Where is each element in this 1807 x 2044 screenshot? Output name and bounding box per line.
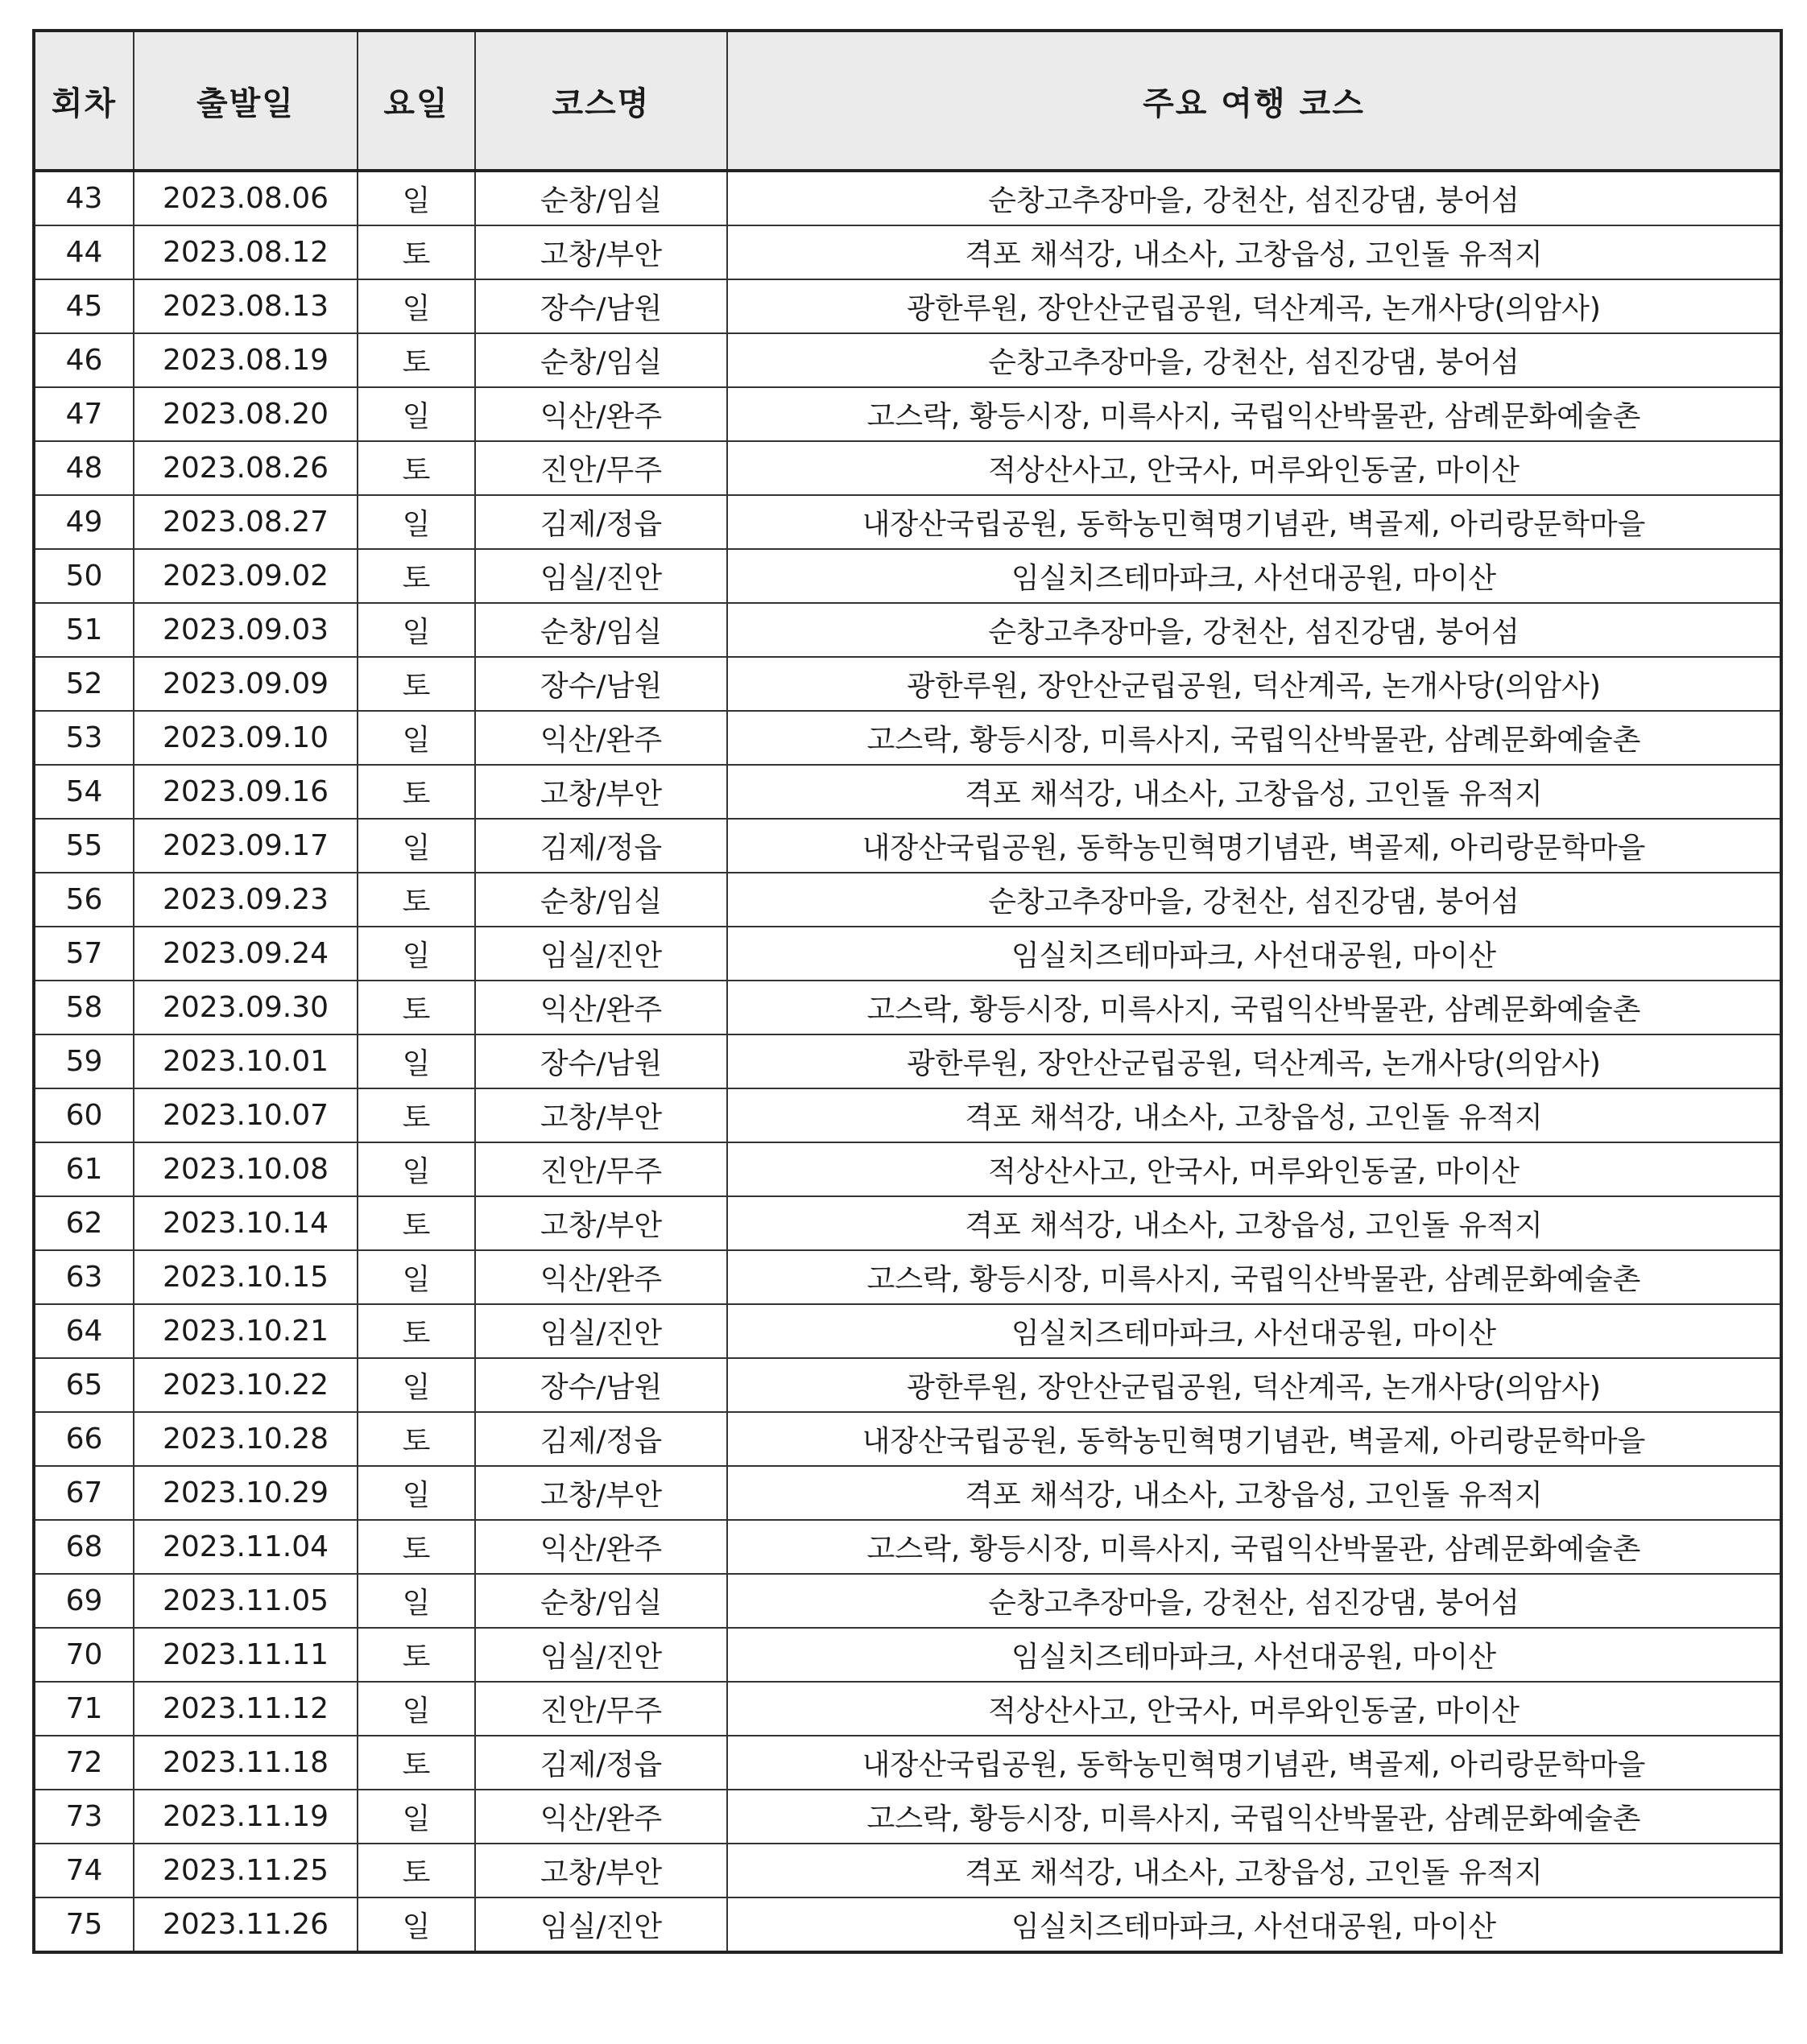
departure-date-cell: 2023.09.10: [134, 711, 358, 765]
table-row: [34, 1736, 1781, 1790]
weekday-cell: 토: [358, 765, 475, 819]
course-name-cell: 고창/부안: [475, 765, 727, 819]
table-row: [34, 765, 1781, 819]
schedule-table: [32, 29, 1783, 1954]
round-cell: 47: [34, 387, 134, 441]
table-row: [34, 441, 1781, 495]
round-cell: 55: [34, 819, 134, 873]
table-row: [34, 387, 1781, 441]
weekday-cell: 토: [358, 1628, 475, 1682]
table-row: [34, 1520, 1781, 1574]
main-route-cell: 격포 채석강, 내소사, 고창읍성, 고인돌 유적지: [727, 1844, 1781, 1897]
course-name-cell: 고창/부안: [475, 1466, 727, 1520]
table-row: [34, 171, 1781, 225]
table-row: [34, 927, 1781, 981]
table-row: [34, 873, 1781, 927]
course-name-cell: 장수/남원: [475, 279, 727, 333]
departure-date-cell: 2023.10.15: [134, 1250, 358, 1304]
round-cell: 72: [34, 1736, 134, 1790]
course-name-cell: 진안/무주: [475, 1142, 727, 1196]
main-route-cell: 광한루원, 장안산군립공원, 덕산계곡, 논개사당(의암사): [727, 1034, 1781, 1088]
round-cell: 46: [34, 333, 134, 387]
departure-date-cell: 2023.11.25: [134, 1844, 358, 1897]
course-name-cell: 순창/임실: [475, 603, 727, 657]
departure-date-cell: 2023.09.30: [134, 981, 358, 1034]
round-cell: 44: [34, 225, 134, 279]
table-row: [34, 1250, 1781, 1304]
course-name-cell: 고창/부안: [475, 1196, 727, 1250]
round-cell: 74: [34, 1844, 134, 1897]
departure-date-cell: 2023.11.19: [134, 1790, 358, 1844]
round-cell: 48: [34, 441, 134, 495]
departure-date-cell: 2023.09.09: [134, 657, 358, 711]
round-cell: 69: [34, 1574, 134, 1628]
weekday-cell: 일: [358, 711, 475, 765]
main-route-cell: 격포 채석강, 내소사, 고창읍성, 고인돌 유적지: [727, 225, 1781, 279]
departure-date-cell: 2023.08.13: [134, 279, 358, 333]
round-cell: 59: [34, 1034, 134, 1088]
weekday-cell: 일: [358, 1682, 475, 1736]
table-row: [34, 1897, 1781, 1952]
course-name-cell: 장수/남원: [475, 657, 727, 711]
round-cell: 68: [34, 1520, 134, 1574]
main-route-cell: 순창고추장마을, 강천산, 섬진강댐, 붕어섬: [727, 333, 1781, 387]
weekday-cell: 토: [358, 1088, 475, 1142]
main-route-cell: 임실치즈테마파크, 사선대공원, 마이산: [727, 1897, 1781, 1952]
course-name-cell: 익산/완주: [475, 1520, 727, 1574]
departure-date-cell: 2023.08.26: [134, 441, 358, 495]
weekday-cell: 토: [358, 333, 475, 387]
main-route-cell: 순창고추장마을, 강천산, 섬진강댐, 붕어섬: [727, 603, 1781, 657]
main-route-cell: 고스락, 황등시장, 미륵사지, 국립익산박물관, 삼례문화예술촌: [727, 1250, 1781, 1304]
round-cell: 57: [34, 927, 134, 981]
main-route-cell: 고스락, 황등시장, 미륵사지, 국립익산박물관, 삼례문화예술촌: [727, 1520, 1781, 1574]
schedule-body: [34, 171, 1781, 1952]
departure-date-cell: 2023.11.12: [134, 1682, 358, 1736]
round-cell: 67: [34, 1466, 134, 1520]
weekday-cell: 토: [358, 981, 475, 1034]
weekday-cell: 일: [358, 1574, 475, 1628]
main-route-cell: 내장산국립공원, 동학농민혁명기념관, 벽골제, 아리랑문학마을: [727, 819, 1781, 873]
departure-date-cell: 2023.10.01: [134, 1034, 358, 1088]
course-name-cell: 고창/부안: [475, 1088, 727, 1142]
main-route-cell: 광한루원, 장안산군립공원, 덕산계곡, 논개사당(의암사): [727, 657, 1781, 711]
round-cell: 53: [34, 711, 134, 765]
course-name-cell: 순창/임실: [475, 171, 727, 225]
table-row: [34, 1682, 1781, 1736]
table-row: [34, 1358, 1781, 1412]
main-route-cell: 내장산국립공원, 동학농민혁명기념관, 벽골제, 아리랑문학마을: [727, 495, 1781, 549]
course-name-cell: 고창/부안: [475, 225, 727, 279]
weekday-cell: 일: [358, 1250, 475, 1304]
main-route-cell: 임실치즈테마파크, 사선대공원, 마이산: [727, 549, 1781, 603]
weekday-cell: 일: [358, 603, 475, 657]
table-row: [34, 981, 1781, 1034]
departure-date-cell: 2023.10.22: [134, 1358, 358, 1412]
round-cell: 54: [34, 765, 134, 819]
round-cell: 60: [34, 1088, 134, 1142]
weekday-cell: 일: [358, 279, 475, 333]
round-cell: 66: [34, 1412, 134, 1466]
course-name-cell: 임실/진안: [475, 927, 727, 981]
departure-date-cell: 2023.08.20: [134, 387, 358, 441]
table-row: [34, 279, 1781, 333]
course-name-cell: 김제/정읍: [475, 495, 727, 549]
table-row: [34, 1088, 1781, 1142]
course-name-cell: 장수/남원: [475, 1358, 727, 1412]
weekday-cell: 토: [358, 1736, 475, 1790]
main-route-cell: 광한루원, 장안산군립공원, 덕산계곡, 논개사당(의암사): [727, 1358, 1781, 1412]
departure-date-cell: 2023.11.04: [134, 1520, 358, 1574]
round-cell: 75: [34, 1897, 134, 1952]
course-name-cell: 진안/무주: [475, 1682, 727, 1736]
main-route-cell: 임실치즈테마파크, 사선대공원, 마이산: [727, 1628, 1781, 1682]
round-cell: 52: [34, 657, 134, 711]
weekday-cell: 일: [358, 387, 475, 441]
weekday-cell: 토: [358, 657, 475, 711]
course-name-cell: 장수/남원: [475, 1034, 727, 1088]
round-cell: 61: [34, 1142, 134, 1196]
weekday-cell: 토: [358, 1196, 475, 1250]
main-route-cell: 광한루원, 장안산군립공원, 덕산계곡, 논개사당(의암사): [727, 279, 1781, 333]
table-row: [34, 657, 1781, 711]
main-route-cell: 고스락, 황등시장, 미륵사지, 국립익산박물관, 삼례문화예술촌: [727, 1790, 1781, 1844]
table-row: [34, 1790, 1781, 1844]
weekday-cell: 일: [358, 819, 475, 873]
table-row: [34, 1142, 1781, 1196]
departure-date-cell: 2023.09.03: [134, 603, 358, 657]
departure-date-cell: 2023.11.18: [134, 1736, 358, 1790]
header-main-route: 주요 여행 코스: [727, 31, 1781, 171]
main-route-cell: 격포 채석강, 내소사, 고창읍성, 고인돌 유적지: [727, 1088, 1781, 1142]
header-round: 회차: [34, 31, 134, 171]
departure-date-cell: 2023.08.06: [134, 171, 358, 225]
round-cell: 65: [34, 1358, 134, 1412]
weekday-cell: 일: [358, 1034, 475, 1088]
table-row: [34, 603, 1781, 657]
round-cell: 73: [34, 1790, 134, 1844]
course-name-cell: 순창/임실: [475, 1574, 727, 1628]
course-name-cell: 익산/완주: [475, 981, 727, 1034]
departure-date-cell: 2023.10.28: [134, 1412, 358, 1466]
round-cell: 70: [34, 1628, 134, 1682]
course-name-cell: 익산/완주: [475, 711, 727, 765]
table-row: [34, 1034, 1781, 1088]
table-row: [34, 495, 1781, 549]
course-name-cell: 임실/진안: [475, 1304, 727, 1358]
course-name-cell: 고창/부안: [475, 1844, 727, 1897]
course-name-cell: 순창/임실: [475, 873, 727, 927]
table-row: [34, 1574, 1781, 1628]
weekday-cell: 일: [358, 1897, 475, 1952]
main-route-cell: 내장산국립공원, 동학농민혁명기념관, 벽골제, 아리랑문학마을: [727, 1736, 1781, 1790]
departure-date-cell: 2023.09.02: [134, 549, 358, 603]
main-route-cell: 순창고추장마을, 강천산, 섬진강댐, 붕어섬: [727, 873, 1781, 927]
weekday-cell: 토: [358, 1844, 475, 1897]
weekday-cell: 토: [358, 873, 475, 927]
departure-date-cell: 2023.09.23: [134, 873, 358, 927]
departure-date-cell: 2023.11.26: [134, 1897, 358, 1952]
round-cell: 71: [34, 1682, 134, 1736]
course-name-cell: 김제/정읍: [475, 1412, 727, 1466]
weekday-cell: 일: [358, 495, 475, 549]
table-row: [34, 711, 1781, 765]
table-row: [34, 225, 1781, 279]
round-cell: 62: [34, 1196, 134, 1250]
round-cell: 43: [34, 171, 134, 225]
weekday-cell: 토: [358, 549, 475, 603]
course-name-cell: 김제/정읍: [475, 819, 727, 873]
course-name-cell: 임실/진안: [475, 549, 727, 603]
course-name-cell: 익산/완주: [475, 1790, 727, 1844]
departure-date-cell: 2023.10.07: [134, 1088, 358, 1142]
course-name-cell: 임실/진안: [475, 1628, 727, 1682]
departure-date-cell: 2023.08.19: [134, 333, 358, 387]
departure-date-cell: 2023.11.11: [134, 1628, 358, 1682]
weekday-cell: 일: [358, 171, 475, 225]
weekday-cell: 토: [358, 1304, 475, 1358]
weekday-cell: 토: [358, 441, 475, 495]
round-cell: 64: [34, 1304, 134, 1358]
round-cell: 49: [34, 495, 134, 549]
header-course-name: 코스명: [475, 31, 727, 171]
main-route-cell: 순창고추장마을, 강천산, 섬진강댐, 붕어섬: [727, 171, 1781, 225]
table-row: [34, 819, 1781, 873]
table-row: [34, 1304, 1781, 1358]
main-route-cell: 적상산사고, 안국사, 머루와인동굴, 마이산: [727, 1682, 1781, 1736]
main-route-cell: 임실치즈테마파크, 사선대공원, 마이산: [727, 927, 1781, 981]
course-name-cell: 김제/정읍: [475, 1736, 727, 1790]
weekday-cell: 토: [358, 1520, 475, 1574]
course-name-cell: 순창/임실: [475, 333, 727, 387]
round-cell: 58: [34, 981, 134, 1034]
departure-date-cell: 2023.10.14: [134, 1196, 358, 1250]
main-route-cell: 고스락, 황등시장, 미륵사지, 국립익산박물관, 삼례문화예술촌: [727, 981, 1781, 1034]
course-name-cell: 진안/무주: [475, 441, 727, 495]
main-route-cell: 고스락, 황등시장, 미륵사지, 국립익산박물관, 삼례문화예술촌: [727, 387, 1781, 441]
main-route-cell: 임실치즈테마파크, 사선대공원, 마이산: [727, 1304, 1781, 1358]
departure-date-cell: 2023.09.16: [134, 765, 358, 819]
departure-date-cell: 2023.11.05: [134, 1574, 358, 1628]
table-row: [34, 1628, 1781, 1682]
round-cell: 51: [34, 603, 134, 657]
header-departure-date: 출발일: [134, 31, 358, 171]
main-route-cell: 격포 채석강, 내소사, 고창읍성, 고인돌 유적지: [727, 1196, 1781, 1250]
table-row: [34, 1466, 1781, 1520]
weekday-cell: 일: [358, 1790, 475, 1844]
main-route-cell: 적상산사고, 안국사, 머루와인동굴, 마이산: [727, 1142, 1781, 1196]
main-route-cell: 순창고추장마을, 강천산, 섬진강댐, 붕어섬: [727, 1574, 1781, 1628]
departure-date-cell: 2023.10.21: [134, 1304, 358, 1358]
course-name-cell: 익산/완주: [475, 387, 727, 441]
course-name-cell: 임실/진안: [475, 1897, 727, 1952]
main-route-cell: 고스락, 황등시장, 미륵사지, 국립익산박물관, 삼례문화예술촌: [727, 711, 1781, 765]
main-route-cell: 격포 채석강, 내소사, 고창읍성, 고인돌 유적지: [727, 1466, 1781, 1520]
main-route-cell: 내장산국립공원, 동학농민혁명기념관, 벽골제, 아리랑문학마을: [727, 1412, 1781, 1466]
round-cell: 45: [34, 279, 134, 333]
table-row: [34, 1412, 1781, 1466]
weekday-cell: 일: [358, 1142, 475, 1196]
departure-date-cell: 2023.09.24: [134, 927, 358, 981]
weekday-cell: 토: [358, 1412, 475, 1466]
departure-date-cell: 2023.10.08: [134, 1142, 358, 1196]
course-name-cell: 익산/완주: [475, 1250, 727, 1304]
header-row: [34, 31, 1781, 171]
table-row: [34, 1196, 1781, 1250]
departure-date-cell: 2023.08.12: [134, 225, 358, 279]
departure-date-cell: 2023.08.27: [134, 495, 358, 549]
table-row: [34, 1844, 1781, 1897]
weekday-cell: 토: [358, 225, 475, 279]
round-cell: 56: [34, 873, 134, 927]
main-route-cell: 격포 채석강, 내소사, 고창읍성, 고인돌 유적지: [727, 765, 1781, 819]
table-row: [34, 549, 1781, 603]
weekday-cell: 일: [358, 927, 475, 981]
departure-date-cell: 2023.09.17: [134, 819, 358, 873]
main-route-cell: 적상산사고, 안국사, 머루와인동굴, 마이산: [727, 441, 1781, 495]
table-row: [34, 333, 1781, 387]
round-cell: 50: [34, 549, 134, 603]
round-cell: 63: [34, 1250, 134, 1304]
weekday-cell: 일: [358, 1358, 475, 1412]
header-weekday: 요일: [358, 31, 475, 171]
departure-date-cell: 2023.10.29: [134, 1466, 358, 1520]
weekday-cell: 일: [358, 1466, 475, 1520]
